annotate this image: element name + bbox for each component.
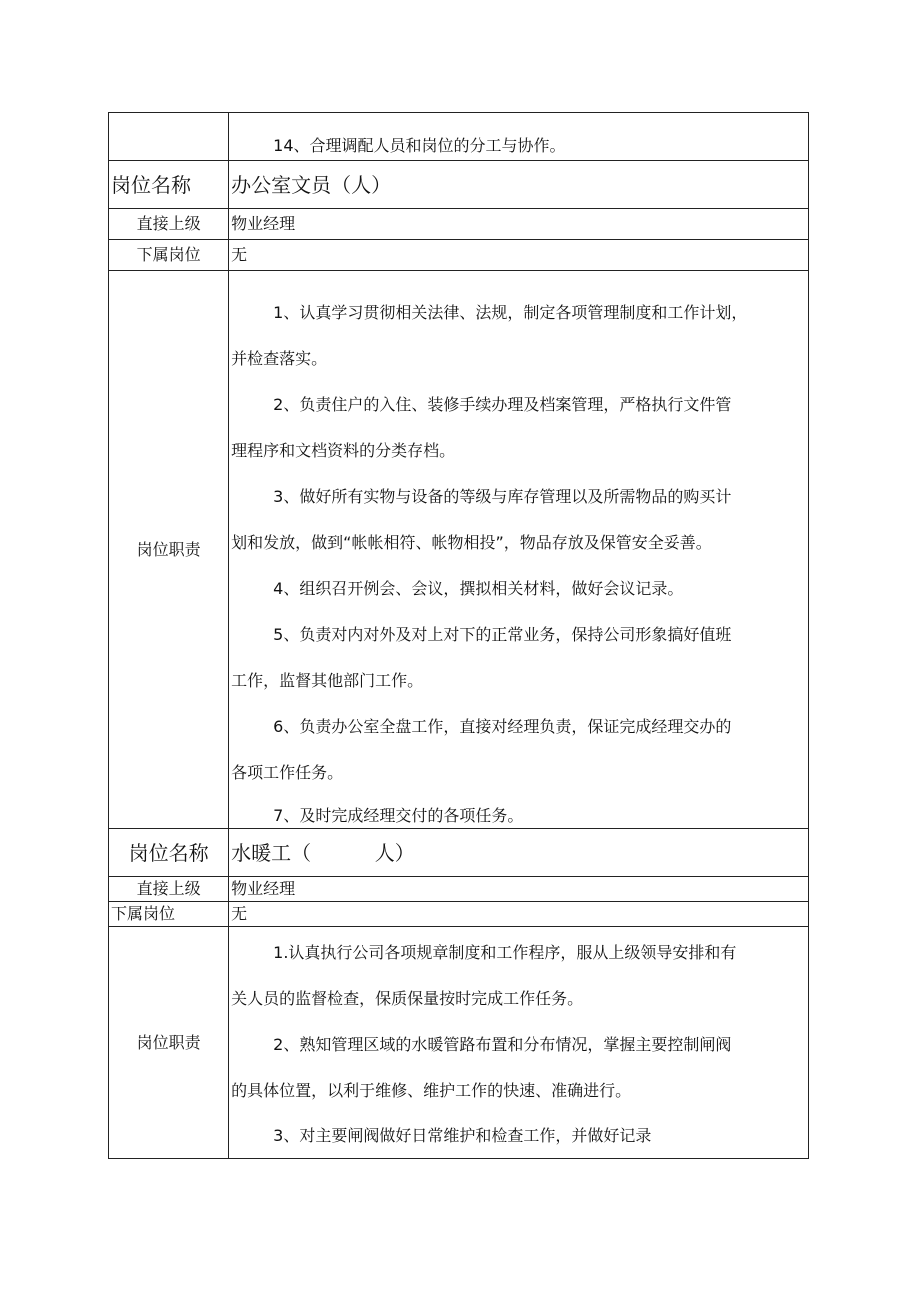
empty-label-cell (109, 113, 229, 161)
table-row (109, 927, 809, 1159)
duty-line: 划和发放，做到“帐帐相符、帐物相投”，物品存放及保管安全妥善。 (231, 533, 712, 552)
job-description-table (108, 112, 809, 1159)
table-row (109, 240, 809, 271)
duty-line: 2、熟知管理区域的水暖管路布置和分布情况，掌握主要控制闸阀 (273, 1035, 732, 1054)
value-cell (229, 877, 809, 902)
table-row (109, 113, 809, 161)
value-cell (229, 161, 809, 209)
duties-label: 岗位职责 (136, 1032, 201, 1052)
subordinate-label: 下属岗位 (136, 245, 201, 264)
table-row (109, 209, 809, 240)
duties-cell (229, 927, 809, 1159)
superior-value: 物业经理 (231, 879, 296, 898)
duty-line: 3、对主要闸阀做好日常维护和检查工作，并做好记录 (273, 1126, 652, 1145)
subordinate-label: 下属岗位 (111, 904, 176, 923)
table-row (109, 902, 809, 927)
duty-line: 理程序和文档资料的分类存档。 (231, 441, 456, 460)
label-cell (109, 829, 229, 877)
duty-line: 各项工作任务。 (231, 763, 344, 782)
duties-list (229, 930, 808, 1158)
value-cell (229, 902, 809, 927)
duty-cell (229, 113, 809, 161)
duty-line: 的具体位置，以利于维修、维护工作的快速、准确进行。 (231, 1081, 632, 1100)
duties-label: 岗位职责 (136, 539, 201, 559)
label-cell (109, 927, 229, 1159)
position-name-label: 岗位名称 (111, 172, 191, 197)
subordinate-value: 无 (231, 245, 248, 264)
duty-item-14: 14、合理调配人员和岗位的分工与协作。 (273, 136, 566, 155)
position-name-label: 岗位名称 (128, 840, 209, 865)
duty-line: 1、认真学习贯彻相关法律、法规，制定各项管理制度和工作计划， (273, 303, 748, 322)
superior-value: 物业经理 (231, 214, 296, 233)
duty-line: 5、负责对内对外及对上对下的正常业务，保持公司形象搞好值班 (273, 625, 732, 644)
duty-line: 并检查落实。 (231, 349, 328, 368)
label-cell (109, 877, 229, 902)
duties-list (229, 290, 808, 836)
table-row (109, 877, 809, 902)
duty-line: 关人员的监督检查，保质保量按时完成工作任务。 (231, 989, 584, 1008)
superior-label: 直接上级 (136, 214, 201, 233)
duty-line: 2、负责住户的入住、装修手续办理及档案管理，严格执行文件管 (273, 395, 732, 414)
duty-line: 3、做好所有实物与设备的等级与库存管理以及所需物品的购买计 (273, 487, 732, 506)
superior-label: 直接上级 (136, 879, 201, 898)
label-cell (109, 271, 229, 829)
duty-line: 7、及时完成经理交付的各项任务。 (273, 806, 524, 825)
position-name-value: 水暖工（ 人） (231, 840, 415, 865)
label-cell (109, 161, 229, 209)
duties-cell (229, 271, 809, 829)
position-name-value: 办公室文员（人） (231, 172, 392, 197)
duty-line: 工作，监督其他部门工作。 (231, 671, 424, 690)
duty-line: 4、组织召开例会、会议，撰拟相关材料，做好会议记录。 (273, 579, 684, 598)
duty-line: 1.认真执行公司各项规章制度和工作程序，服从上级领导安排和有 (273, 943, 737, 962)
duty-line: 6、负责办公室全盘工作，直接对经理负责，保证完成经理交办的 (273, 717, 732, 736)
subordinate-value: 无 (231, 904, 248, 923)
label-cell (109, 902, 229, 927)
value-cell (229, 209, 809, 240)
value-cell (229, 240, 809, 271)
table-row (109, 271, 809, 829)
table-row (109, 161, 809, 209)
label-cell (109, 209, 229, 240)
label-cell (109, 240, 229, 271)
